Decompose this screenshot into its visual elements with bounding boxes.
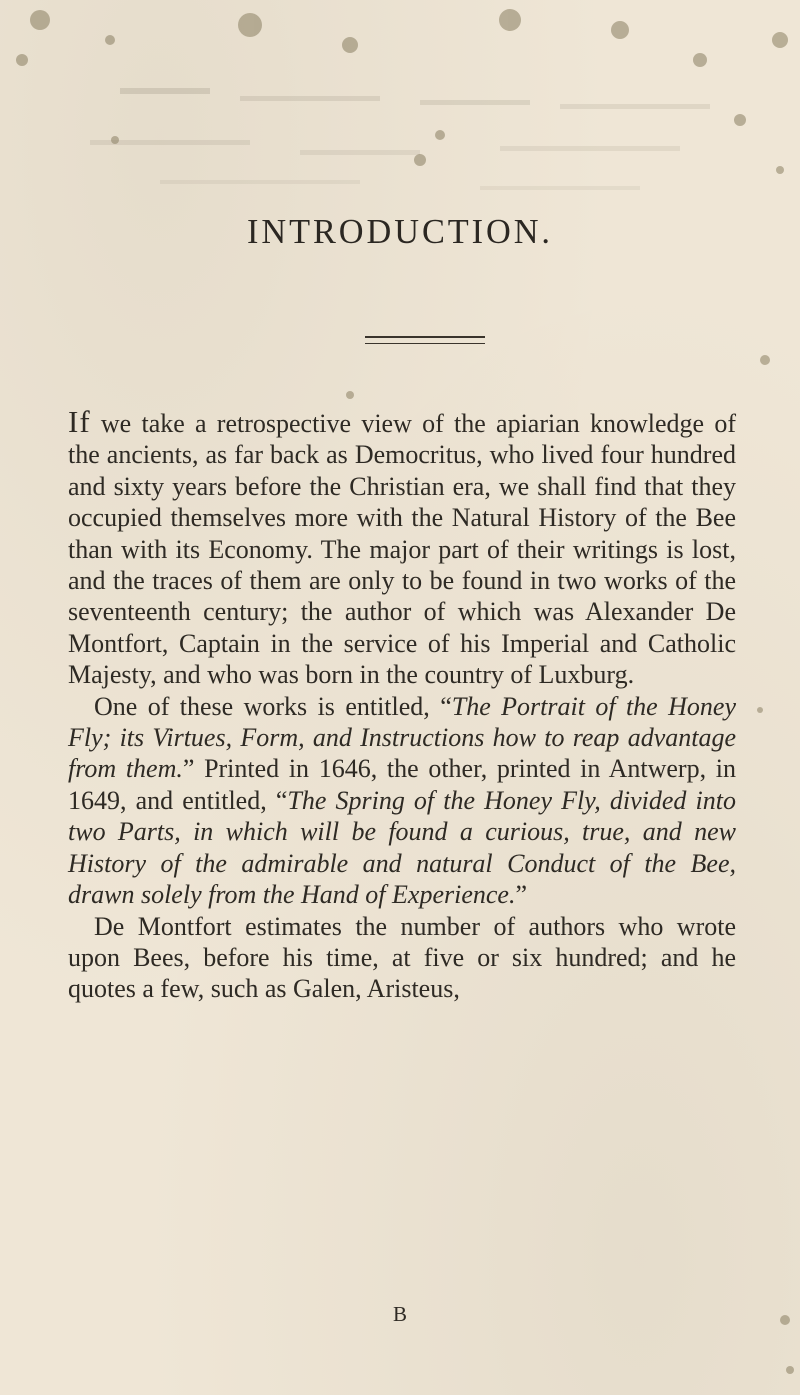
title-rule	[365, 336, 485, 344]
book-title-2: The Spring of the Honey Fly, divided into two Parts, in which will be found a curious, true, and new History of the admirable and natural Conduct of the Bee, drawn solely from the Hand of Experience.	[68, 785, 736, 910]
paragraph-1-text: we take a retrospective view of the apiarian knowledge of the ancients, as far back as Democritus, who lived four hundred and sixty years before the Christian era, we shall find that they occupied themselves more with the Natural History of the Bee than with its Economy. The major part of their writings is lost, and the traces of them are only to be found in two works of the seventeenth century; the author of which was Alexander De Montfort, Captain in the service of his Imperial and Catholic Majesty, and who was born in the country of Luxburg.	[68, 409, 736, 690]
paragraph-2-text-c: ”	[515, 880, 527, 910]
signature-mark: B	[392, 1302, 407, 1326]
paragraph-1	[68, 406, 736, 691]
page-title: INTRODUCTION.	[247, 212, 553, 251]
paragraph-3: De Montfort estimates the number of authors who wrote upon Bees, before his time, at five or six hundred; and he quotes a few, such as Galen, Aristeus,	[68, 911, 736, 1004]
drop-cap: If	[68, 404, 91, 439]
paragraph-2	[68, 691, 736, 911]
body-text	[68, 406, 736, 1005]
paragraph-2-text-b: ” Printed in 1646, the other, printed in Antwerp, in 1649, and entitled, “	[68, 754, 736, 815]
paragraph-2-text-a: One of these works is entitled, “	[94, 691, 452, 721]
book-title-1: The Portrait of the Honey Fly; its Virtues, Form, and Instructions how to reap advantage from them.	[68, 691, 736, 784]
